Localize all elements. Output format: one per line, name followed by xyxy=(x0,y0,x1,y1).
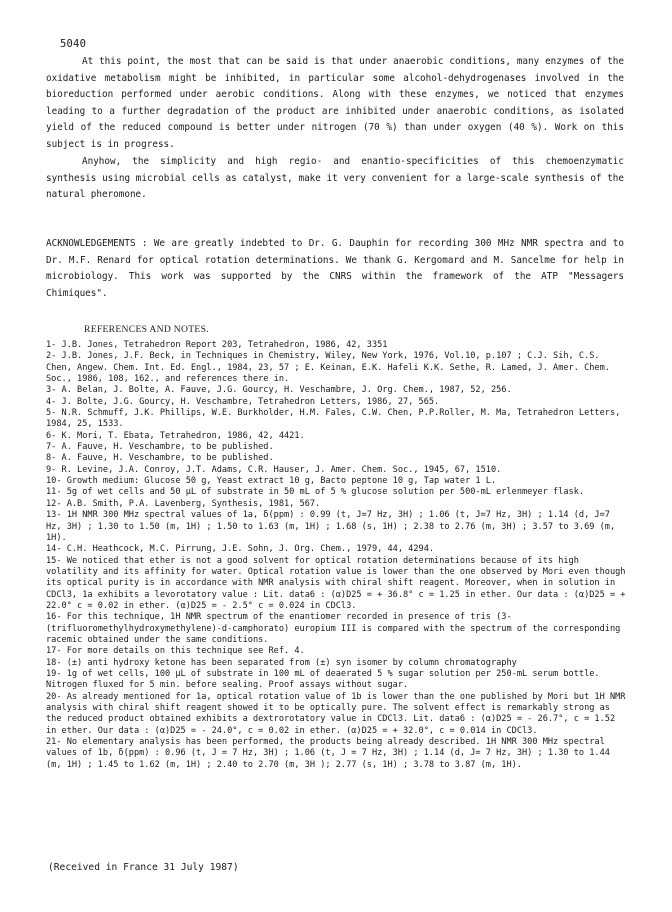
reference-item: 18- (±) anti hydroxy ketone has been separated from (±) syn isomer by column chromatography xyxy=(46,657,517,668)
body-paragraph-2: Anyhow, the simplicity and high regio- and enantio-specificities of this chemoenzymatic synthesis using microbial cells as catalyst, make it very convenient for a large-scale synthesis of the natural pheromone. xyxy=(46,156,624,201)
reference-item: 1- J.B. Jones, Tetrahedron Report 203, Tetrahedron, 1986, 42, 3351 xyxy=(46,340,388,350)
reference-item: 5- N.R. Schmuff, J.K. Phillips, W.E. Burkholder, H.M. Fales, C.W. Chen, P.P.Roller, M. Ma, Tetrahedron Letters, 1984, 25, 1533. xyxy=(46,408,621,430)
reference-item: 21- No elementary analysis has been performed, the products being already described. 1H NMR 300 MHz spectral values of 1b, δ(ppm) : 0.96 (t, J = 7 Hz, 3H) ; 1.06 (t, J = 7 Hz, 3H) ; 1.14 (d, J= 7 Hz, 3H) ; 1.30 to 1.44 (m, 1H) ; 1.45 to 1.62 (m, 1H) ; 2.40 to 2.70 (m, 3H ); 2.77 (s, 1H) ; 3.78 to 3.87 (m, 1H). xyxy=(46,737,610,770)
reference-item: 16- For this technique, 1H NMR spectrum of the enantiomer recorded in presence of tris (3-(trifluoromethylhydroxymethylene)-d-camphorato) europium III is compared with the spectrum of the corresponding racemic obtained under the same conditions. xyxy=(46,612,621,645)
reference-item: 2- J.B. Jones, J.F. Beck, in Techniques in Chemistry, Wiley, New York, 1976, Vol.10, p.107 ; C.J. Sih, C.S. Chen, Angew. Chem. Int. Ed. Engl., 1984, 23, 57 ; E. Keinan, E.K. Hafeli K.K. Sethe, R. Lamed, J. Amer. Chem. Soc., 1986, 108, 162., and references there in. xyxy=(46,351,610,385)
reference-item: 3- A. Belan, J. Bolte, A. Fauve, J.G. Gourcy, H. Veschambre, J. Org. Chem., 1987, 52, 256. xyxy=(46,385,512,396)
reference-item: 14- C.H. Heathcock, M.C. Pirrung, J.E. Sohn, J. Org. Chem., 1979, 44, 4294. xyxy=(46,544,435,555)
reference-item: 12- A.B. Smith, P.A. Lavenberg, Synthesis, 1981, 567. xyxy=(46,498,321,509)
received-date: (Received in France 31 July 1987) xyxy=(48,862,239,873)
acknowledgements: ACKNOWLEDGEMENTS : We are greatly indebted to Dr. G. Dauphin for recording 300 MHz NMR spectra and to Dr. M.F. Renard for optical rotation determinations. We thank G. Kergomard and M. Sancelme for help in microbiology. This work was supported by the CNRS within the framework of the ATP "Messagers Chimiques". xyxy=(46,238,624,299)
reference-item: 7- A. Fauve, H. Veschambre, to be published. xyxy=(46,442,274,453)
reference-item: 11- 5g of wet cells and 50 µL of substrate in 50 mL of 5 % glucose solution per 500-mL erlenmeyer flask. xyxy=(46,487,585,498)
reference-item: 10- Growth medium: Glucose 50 g, Yeast extract 10 g, Bacto peptone 10 g, Tap water 1 L. xyxy=(46,476,497,487)
reference-item: 4- J. Bolte, J.G. Gourcy, H. Veschambre, Tetrahedron Letters, 1986, 27, 565. xyxy=(46,396,440,407)
references-list xyxy=(46,340,630,771)
reference-item: 8- A. Fauve, H. Veschambre, to be published. xyxy=(46,453,274,464)
reference-item: 20- As already mentioned for 1a, optical rotation value of 1b is lower than the one published by Mori but 1H NMR analysis with chiral shift reagent showed it to be optically pure. The solvent effect is remarkably strong as the reduced product obtained exhibits a dextrorotatory value in CDCl3. Lit. data6 : (α)D25 = - 26.7°, c = 1.52 in ether. Our data : (α)D25 = - 24.0°, c = 0.02 in ether. (α)D25 = + 32.0°, c = 0.014 in CDCl3. xyxy=(46,691,626,736)
body-paragraph-1: At this point, the most that can be said is that under anaerobic conditions, many enzymes of the oxidative metabolism might be inhibited, in particular some alcohol-dehydrogenases involved in the bioreduction performed under aerobic conditions. Along with these enzymes, we noticed that enzymes leading to a further degradation of the product are inhibited under anaerobic conditions, as isolated yield of the reduced compound is better under nitrogen (70 %) than under oxygen (40 %). Work on this subject is in progress. xyxy=(46,56,624,150)
references-heading: REFERENCES AND NOTES. xyxy=(84,324,209,335)
reference-item: 15- We noticed that ether is not a good solvent for optical rotation determinations because of its high volatility and its affinity for water. Optical rotation value is lower than the one observed by Mori even though its optical purity is in accordance with NMR analysis with chiral shift reagent. Moreover, when in solution in CDCl3, 1a exhibits a levorotatory value : Lit. data6 : (α)D25 = + 36.8° c = 1.25 in ether. Our data : (α)D25 = + 22.0° c = 0.02 in ether. (α)D25 = - 2.5° c = 0.024 in CDCl3. xyxy=(46,555,626,611)
reference-item: 19- 1g of wet cells, 100 µL of substrate in 100 mL of deaerated 5 % sugar solution per 250-mL serum bottle. Nitrogen fluxed for 5 min. before sealing. Proof assays without sugar. xyxy=(46,668,600,691)
reference-item: 17- For more details on this technique see Ref. 4. xyxy=(46,646,305,657)
reference-item: 6- K. Mori, T. Ebata, Tetrahedron, 1986, 42, 4421. xyxy=(46,430,305,441)
reference-item: 13- 1H NMR 300 MHz spectral values of 1a, δ(ppm) : 0.99 (t, J=7 Hz, 3H) ; 1.06 (t, J=7 Hz, 3H) ; 1.14 (d, J=7 Hz, 3H) ; 1.30 to 1.50 (m, 1H) ; 1.50 to 1.63 (m, 1H) ; 1.68 (s, 1H) ; 2.38 to 2.76 (m, 3H) ; 3.57 to 3.69 (m, 1H). xyxy=(46,510,616,543)
reference-item: 9- R. Levine, J.A. Conroy, J.T. Adams, C.R. Hauser, J. Amer. Chem. Soc., 1945, 67, 1510. xyxy=(46,464,502,475)
page-number: 5040 xyxy=(60,38,87,50)
